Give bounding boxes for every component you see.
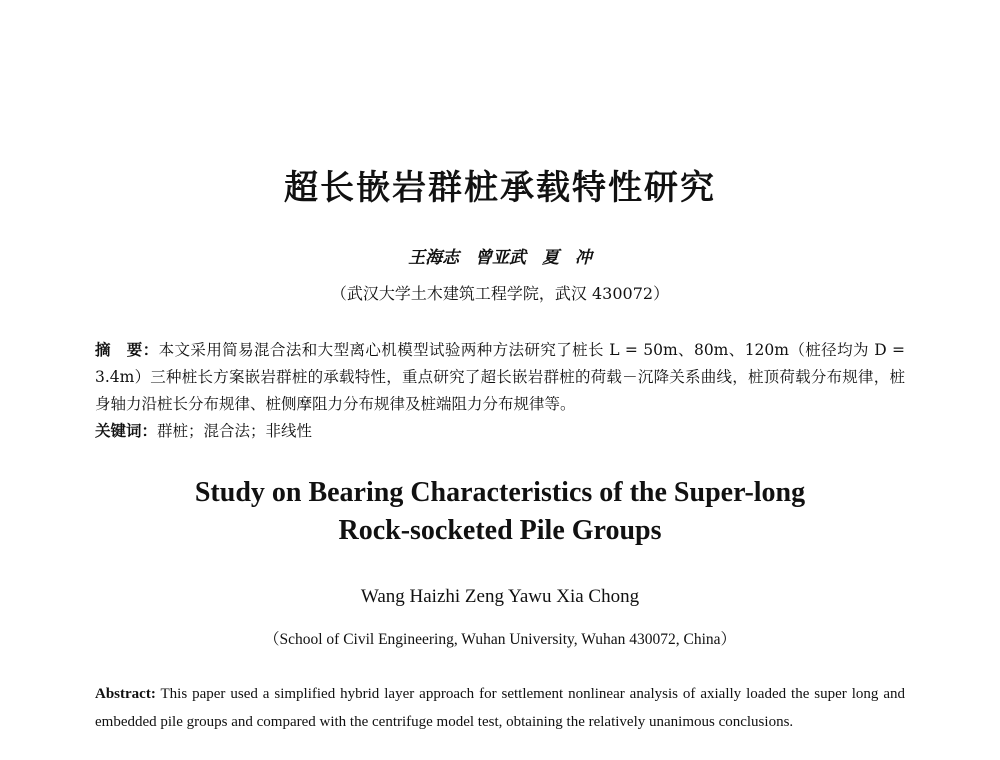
english-title: [0, 474, 1000, 550]
english-title-line-2: Rock-socketed Pile Groups: [338, 515, 662, 546]
english-abstract-label: Abstract:: [95, 686, 156, 702]
chinese-abstract: [95, 336, 905, 418]
chinese-keywords: [95, 417, 905, 445]
english-abstract-text: This paper used a simplified hybrid layer approach for settlement nonlinear analysis of axially loaded the super long and embedded pile groups and compared with the centrifuge model test, obtaining the relatively unanimous conclusions.: [95, 686, 905, 730]
chinese-affiliation: （武汉大学土木建筑工程学院，武汉 430072）: [330, 284, 670, 303]
chinese-abstract-label: 摘 要：: [95, 340, 159, 359]
chinese-abstract-text: 本文采用简易混合法和大型离心机模型试验两种方法研究了桩长 L = 50m、80m、120m（桩径均为 D = 3.4m）三种桩长方案嵌岩群桩的承载特性，重点研究了超长嵌岩群桩的荷载－沉降关系曲线，桩顶荷载分布规律，桩身轴力沿桩长分布规律、桩侧摩阻力分布规律及桩端阻力分布规律等。: [95, 341, 905, 413]
chinese-title: 超长嵌岩群桩承载特性研究: [284, 168, 716, 208]
english-authors: Wang Haizhi Zeng Yawu Xia Chong: [360, 586, 640, 607]
chinese-authors: 王海志 曾亚武 夏 冲: [408, 248, 592, 268]
chinese-keywords-text: 群桩；混合法；非线性: [157, 422, 313, 440]
english-title-line-1: Study on Bearing Characteristics of the Super-long: [194, 477, 806, 508]
chinese-keywords-label: 关键词：: [95, 421, 158, 440]
english-abstract: [95, 680, 905, 736]
english-affiliation: （School of Civil Engineering, Wuhan University, Wuhan 430072, China）: [263, 631, 737, 648]
